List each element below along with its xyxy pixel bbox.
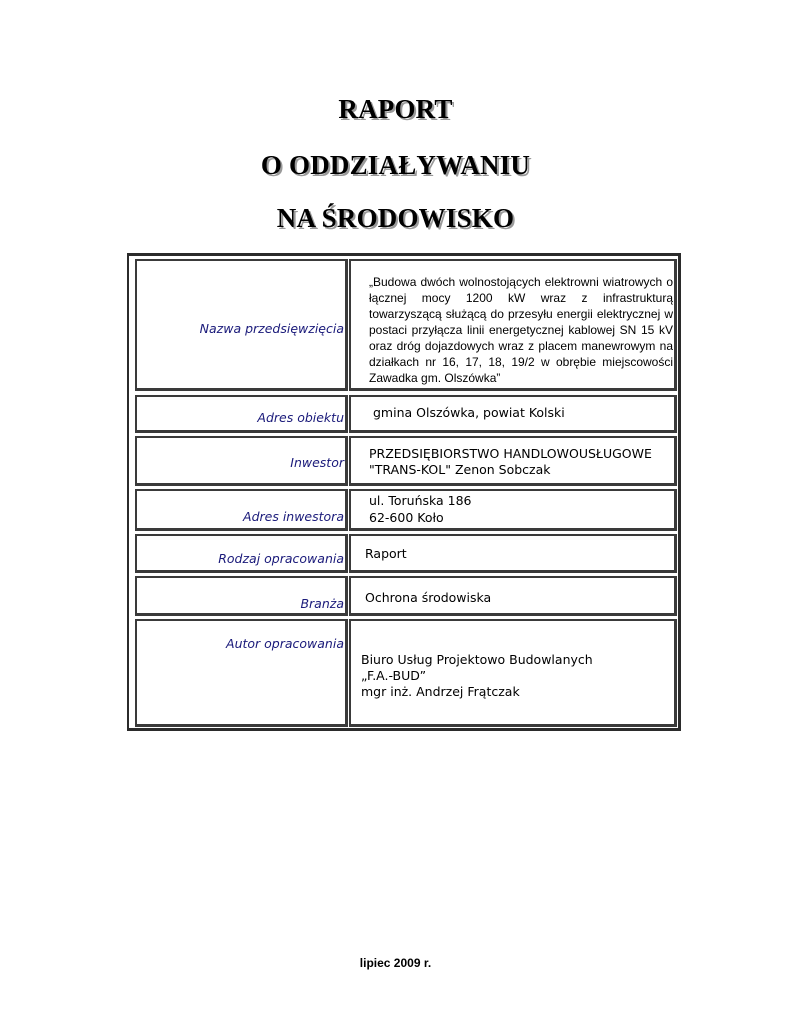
value-investor-line1: PRZEDSIĘBIORSTWO HANDLOWOUSŁUGOWE [369, 446, 652, 461]
document-date: lipiec 2009 r. [359, 956, 432, 970]
value-cell-industry [349, 576, 677, 616]
value-author-line3: mgr inż. Andrzej Frątczak [361, 684, 520, 699]
label-document-type: Rodzaj opracowania [218, 551, 344, 566]
value-cell-author [349, 619, 677, 727]
value-industry: Ochrona środowiska [365, 590, 492, 605]
label-investor: Inwestor [290, 455, 344, 470]
value-investor-line2: "TRANS-KOL" Zenon Sobczak [369, 462, 551, 477]
title-line-1: RAPORT [338, 94, 453, 124]
label-investor-address: Adres inwestora [243, 509, 344, 524]
label-cell-document-type [135, 534, 348, 573]
value-cell-project-name [349, 259, 677, 391]
value-cell-investor [349, 436, 677, 486]
label-cell-investor-address [135, 489, 348, 531]
value-investor-address-line1: ul. Toruńska 186 [369, 493, 472, 508]
project-info-table [127, 253, 681, 731]
value-cell-document-type [349, 534, 677, 573]
value-cell-object-address [349, 395, 677, 433]
label-industry: Branża [300, 596, 344, 611]
label-cell-industry [135, 576, 348, 616]
label-cell-project-name [135, 259, 348, 391]
value-cell-investor-address [349, 489, 677, 531]
value-object-address: gmina Olszówka, powiat Kolski [373, 405, 565, 420]
label-project-name: Nazwa przedsięwzięcia [199, 321, 344, 336]
value-investor-address-line2: 62-600 Koło [369, 510, 444, 525]
label-cell-investor [135, 436, 348, 486]
title-line-3: NA ŚRODOWISKO [276, 203, 515, 233]
value-author-line2: „F.A.-BUD” [361, 668, 427, 683]
label-object-address: Adres obiektu [257, 410, 344, 425]
label-cell-object-address [135, 395, 348, 433]
value-project-name: „Budowa dwóch wolnostojących elektrowni wiatrowych o łącznej mocy 1200 kW wraz z infrastrukturą towarzyszącą służącą do przesyłu energii elektrycznej w postaci przyłącza linii energetycznej kablowej SN 15 kV oraz dróg dojazdowych wraz z placem manewrowym na działkach nr 16, 17, 18, 19/2 w obrębie miejscowości Zawadka gm. Olszówka” [369, 275, 673, 385]
value-author-line1: Biuro Usług Projektowo Budowlanych [361, 652, 593, 667]
label-author: Autor opracowania [226, 636, 344, 651]
title-line-2: O ODDZIAŁYWANIU [260, 150, 531, 180]
label-cell-author [135, 619, 348, 727]
value-document-type: Raport [365, 546, 407, 561]
